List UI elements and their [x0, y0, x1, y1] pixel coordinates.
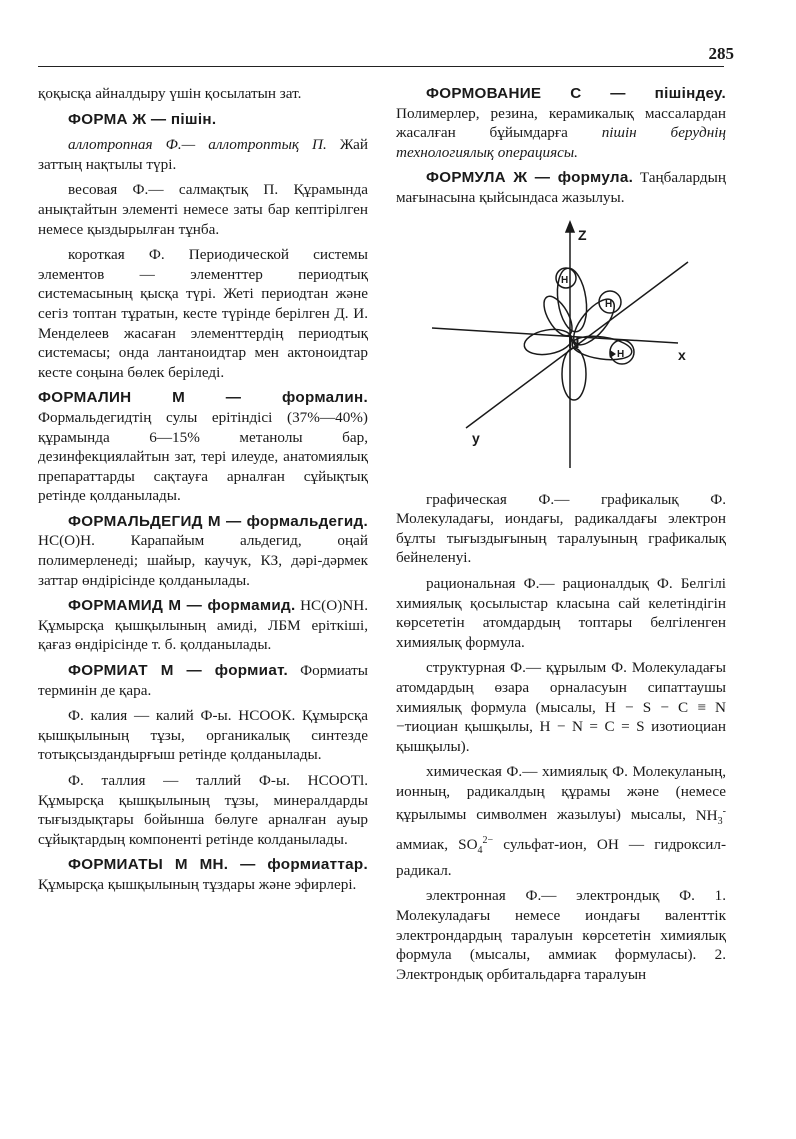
entry-headword: ФОРМОВАНИЕ С — пішіндеу.	[426, 85, 726, 102]
subentry-graficheskaya: графическая Ф.— графикалық Ф. Молекуладағы, иондағы, радикалдағы электрон бұлты тығыздығының таралуының графикалық бейнеленуі.	[396, 490, 726, 567]
orbital-lobe-bottom	[562, 348, 586, 400]
entry-formamid	[38, 596, 368, 655]
formula-so4-sub: 4	[477, 845, 483, 857]
right-column	[396, 84, 726, 990]
formula-nh3	[695, 805, 726, 827]
orbital-diagram	[396, 218, 726, 480]
entry-formovanie	[396, 84, 726, 162]
entry-definition: Формальдегидтің сулы ерітіндісі (37%—40%) құрамында 6—15% метанолы бар, дезинфекциялайтын зат, тері илеуде, анатомиялық препараттарды сақтауға арналған сұйықтық ретінде қолданылады.	[38, 408, 368, 505]
subentry-himicheskaya	[396, 762, 726, 880]
subentry-racionalnaya: рациональная Ф.— рационалдық Ф. Белгілі химиялық қосылыстар класына сай келетіндігін көрсететін атомдардың топтары белгіленген химиялық формула.	[396, 574, 726, 651]
axis-label-z: Z	[578, 226, 587, 243]
formula-so4	[458, 835, 494, 857]
entry-headword: ФОРМУЛА Ж — формула.	[426, 169, 634, 187]
subentry-definition: Жай заттың нақтылы түрі.	[38, 136, 368, 173]
entry-definition: Полимерлер, резина, керамикалық массалардан жасалған бұйымдарға	[396, 104, 726, 142]
entry-formiaty	[38, 855, 368, 894]
header-rule	[38, 66, 724, 67]
entry-formiat	[38, 661, 368, 700]
subentry-formiat-talliya: Ф. таллия — таллий Ф-ы. НСООТl. Құмырсқа қышқылының тұзы, минералдарды тығыздықтары бойынша бөлуге арналған ауыр сұйықтардың компоненті ретінде колданылады.	[38, 772, 368, 848]
subentry-vesovaya: весовая Ф.— салмақтық П. Құрамында анықтайтын элементі немесе заты бар кептірілген немесе қыздырылған тұнба.	[38, 181, 368, 238]
entry-definition: Формиаты терминін де қара.	[38, 662, 368, 699]
formula-so4-sup: 2−	[482, 835, 494, 847]
entry-definition-italic: пішін беруднің технологиялық операциясы.	[396, 124, 726, 161]
entry-formaldegid	[38, 512, 368, 590]
formula-so4-base: SO	[458, 836, 478, 854]
subentry-allotropnaya	[38, 135, 368, 174]
entry-formula	[396, 168, 726, 207]
entry-formalin	[38, 388, 368, 506]
subentry-strukturnaya: структурная Ф.— құрылым Ф. Молекуладағы атомдардың өзара орналасуын сипаттаушы химиялық формула (мысалы, H − S − C ≡ N −тиоциан қышқылы, H − N = C = S изотиоциан қышқылы).	[396, 659, 726, 755]
subentry-text: сульфат-ион, OH — гидроксил-радикал.	[396, 836, 727, 879]
subentry-korotkaya: короткая Ф. Периодической системы элементов — элементтер периодтық системасының қысқа түрі. Жеті периодтан және сегіз топтан тұратын, кесте түрінде берілген Д. И. Менделеев жасаған элементтердің периодтық системасы; онда лантаноидтар мен актоноидтар кесте соңына бөлек беріледі.	[38, 246, 368, 381]
entry-forma	[38, 110, 368, 130]
axis-label-x: x	[678, 346, 686, 363]
formula-nh3-sup: -	[722, 805, 726, 817]
nitrogen-label: N	[568, 334, 580, 352]
axis-label-y: y	[472, 429, 480, 446]
subentry-term: аллотропная Ф.— аллотроптық П.	[68, 136, 327, 154]
hydrogen-label-2: H	[605, 298, 613, 310]
entry-definition: НС(О)Н. Карапайым альдегид, оңай полимерленеді; шайыр, каучук, КЗ, дәрі-дәрмек заттар өндірісінде қолданылады.	[38, 532, 368, 589]
formula-nh3-sub: 3	[717, 815, 723, 827]
ammonia-orbital-figure	[396, 218, 726, 480]
subentry-elektronnaya: электронная Ф.— электрондық Ф. 1. Молекуладағы немесе иондағы валенттік электрондардың таралуын көрсететін химиялық формула (мысалы, аммиак формуласы). 2. Электрондық орбитальдарға таралуын	[396, 887, 726, 983]
entry-headword: ФОРМАЛИН М — формалин.	[38, 389, 368, 407]
entry-headword: ФОРМИАТЫ М МН. — формиаттар.	[68, 856, 368, 874]
entry-headword: ФОРМАЛЬДЕГИД М — формальдегид.	[68, 512, 368, 530]
entry-definition: НС(О)NН. Құмырсқа қышқылының амиді, ЛБМ еріткіші, қағаз өндірісінде т. б. қолданылады.	[38, 597, 368, 654]
subentry-text: химическая Ф.— химиялық Ф. Молекуланың, ионның, радикалдың құрамы және (немесе құрылымы символмен жазылуы) мысалы,	[396, 763, 726, 824]
subentry-text: аммиак,	[396, 836, 459, 854]
continued-text: қоқысқа айналдыру үшін қосылатын зат.	[38, 85, 302, 102]
entry-definition: Құмырсқа қышқылының тұздары және эфирлері.	[38, 875, 357, 893]
subentry-formiat-kaliya: Ф. калия — калий Ф-ы. НСООК. Құмырсқа қышқылының тұзы, органикалық синтезде тотықсыздандырғыш ретінде қолданылады.	[38, 707, 368, 764]
entry-headword: ФОРМА Ж — пішін.	[68, 110, 217, 128]
entry-headword: ФОРМАМИД М — формамид.	[68, 597, 296, 615]
entry-headword: ФОРМИАТ М — формиат.	[68, 662, 288, 680]
page-number: 285	[708, 44, 734, 63]
overlap-shade	[609, 350, 616, 358]
formula-nh3-base: NH	[695, 806, 718, 824]
hydrogen-label-3: H	[617, 348, 625, 360]
entry-definition: Таңбалардың мағынасына қыйсындаса жазылуы.	[396, 169, 726, 206]
hydrogen-label-1: H	[561, 274, 569, 286]
x-axis	[432, 328, 678, 343]
z-axis-arrow	[566, 222, 574, 232]
left-column	[38, 84, 368, 901]
